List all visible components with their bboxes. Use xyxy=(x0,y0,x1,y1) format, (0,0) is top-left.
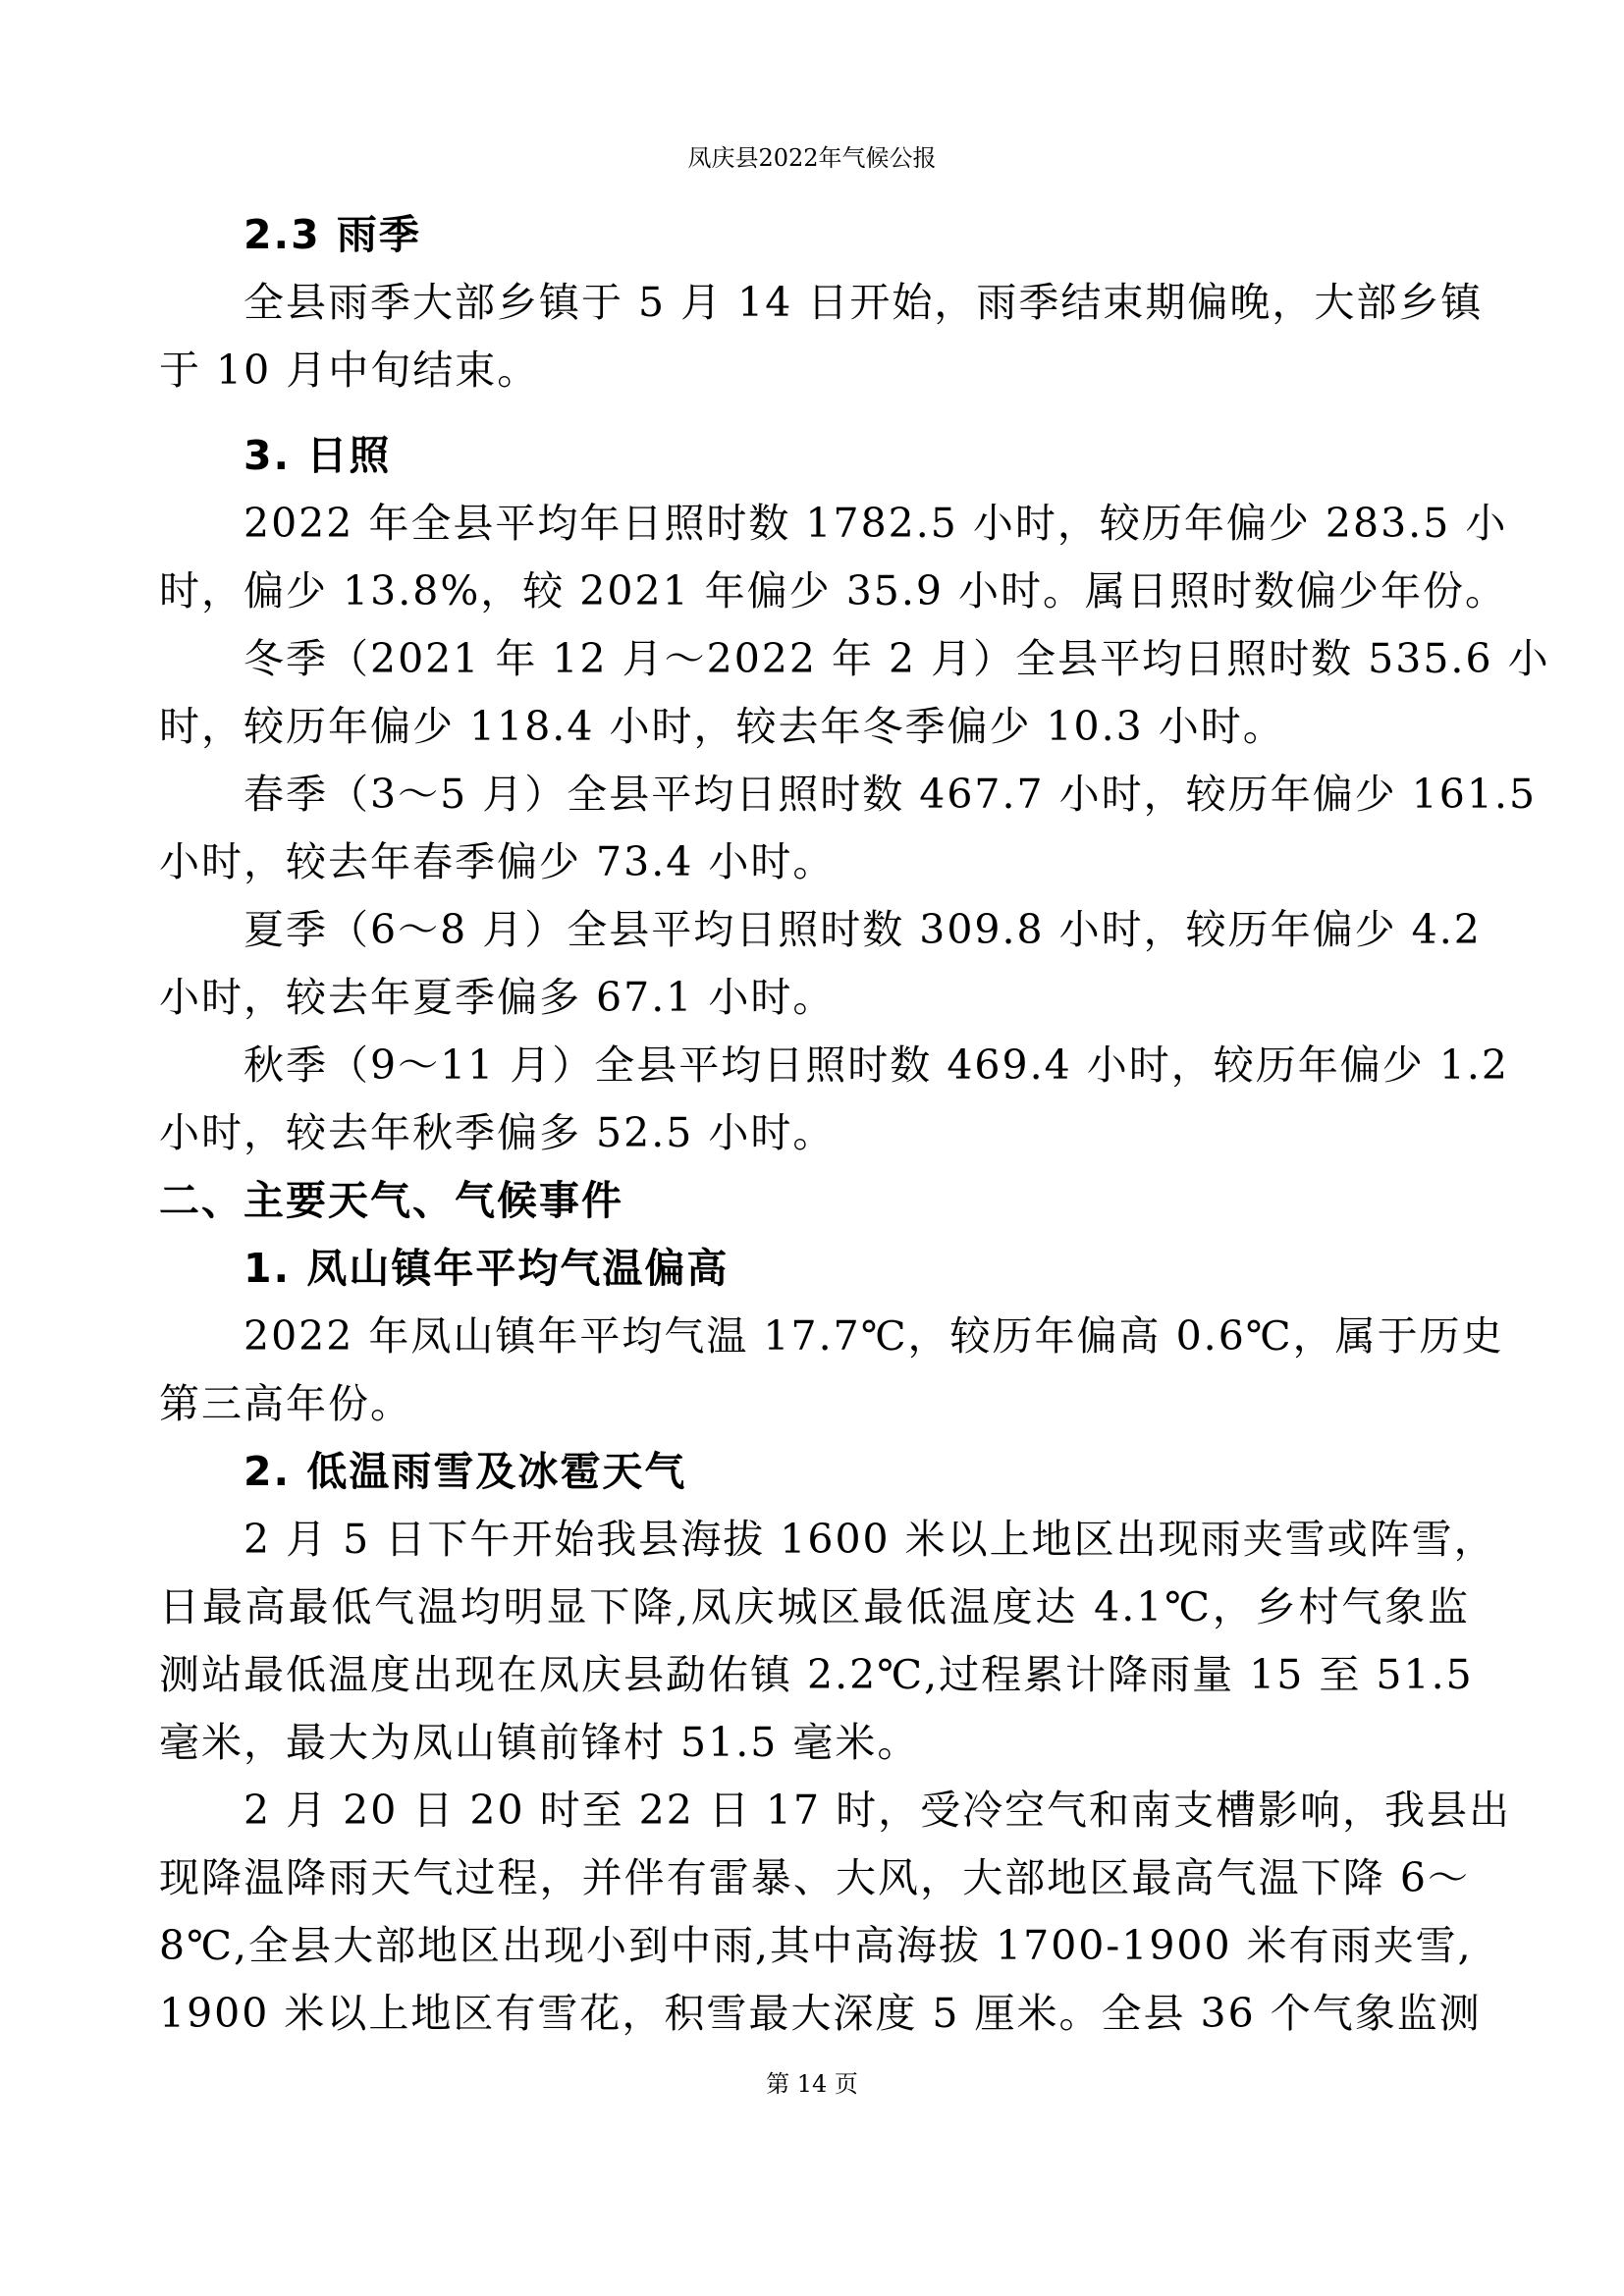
chapter-heading-2: 二、主要天气、气候事件 xyxy=(159,1177,623,1224)
paragraph-line: 8℃,全县大部地区出现小到中雨,其中高海拔 1700-1900 米有雨夹雪, xyxy=(159,1922,1473,1969)
paragraph-line: 冬季（2021 年 12 月～2022 年 2 月）全县平均日照时数 535.6 小 xyxy=(244,635,1550,682)
paragraph-line: 小时，较去年夏季偏多 67.1 小时。 xyxy=(159,974,836,1021)
page-header: 凤庆县2022年气候公报 xyxy=(687,144,937,172)
paragraph-line: 秋季（9～11 月）全县平均日照时数 469.4 小时，较历年偏少 1.2 xyxy=(244,1041,1509,1089)
paragraph-line: 毫米，最大为凤山镇前锋村 51.5 毫米。 xyxy=(159,1719,920,1766)
paragraph-line: 夏季（6～8 月）全县平均日照时数 309.8 小时，较历年偏少 4.2 xyxy=(244,906,1482,953)
paragraph-line: 小时，较去年秋季偏多 52.5 小时。 xyxy=(159,1109,836,1156)
page-number: 第 14 页 xyxy=(766,2070,858,2098)
paragraph-line: 2022 年凤山镇年平均气温 17.7℃，较历年偏高 0.6℃，属于历史 xyxy=(244,1312,1504,1360)
paragraph-line: 第三高年份。 xyxy=(159,1380,412,1427)
paragraph-line: 时，偏少 13.8%，较 2021 年偏少 35.9 小时。属日照时数偏少年份。 xyxy=(159,567,1508,614)
paragraph-line: 2 月 20 日 20 时至 22 日 17 时，受冷空气和南支槽影响，我县出 xyxy=(244,1787,1512,1834)
paragraph-line: 2022 年全县平均年日照时数 1782.5 小时，较历年偏少 283.5 小 xyxy=(244,500,1508,547)
section-heading-3: 3. 日照 xyxy=(244,432,392,479)
section-heading-2-1: 1. 凤山镇年平均气温偏高 xyxy=(244,1245,730,1292)
paragraph-line: 小时，较去年春季偏少 73.4 小时。 xyxy=(159,838,836,885)
paragraph-line: 全县雨季大部乡镇于 5 月 14 日开始，雨季结束期偏晚，大部乡镇 xyxy=(244,279,1484,326)
paragraph-line: 于 10 月中旬结束。 xyxy=(159,347,540,394)
section-heading-2-3: 2.3 雨季 xyxy=(244,211,421,258)
paragraph-line: 2 月 5 日下午开始我县海拔 1600 米以上地区出现雨夹雪或阵雪， xyxy=(244,1516,1496,1563)
paragraph-line: 现降温降雨天气过程，并伴有雷暴、大风，大部地区最高气温下降 6～ xyxy=(159,1854,1470,1901)
paragraph-line: 日最高最低气温均明显下降,凤庆城区最低温度达 4.1℃，乡村气象监 xyxy=(159,1583,1470,1630)
paragraph-line: 时，较历年偏少 118.4 小时，较去年冬季偏少 10.3 小时。 xyxy=(159,703,1285,750)
paragraph-line: 春季（3～5 月）全县平均日照时数 467.7 小时，较历年偏少 161.5 xyxy=(244,771,1538,818)
paragraph-line: 1900 米以上地区有雪花，积雪最大深度 5 厘米。全县 36 个气象监测 xyxy=(159,1990,1482,2037)
section-heading-2-2: 2. 低温雨雪及冰雹天气 xyxy=(244,1448,687,1495)
paragraph-line: 测站最低温度出现在凤庆县勐佑镇 2.2℃,过程累计降雨量 15 至 51.5 xyxy=(159,1651,1474,1698)
document-body xyxy=(159,201,1550,2048)
